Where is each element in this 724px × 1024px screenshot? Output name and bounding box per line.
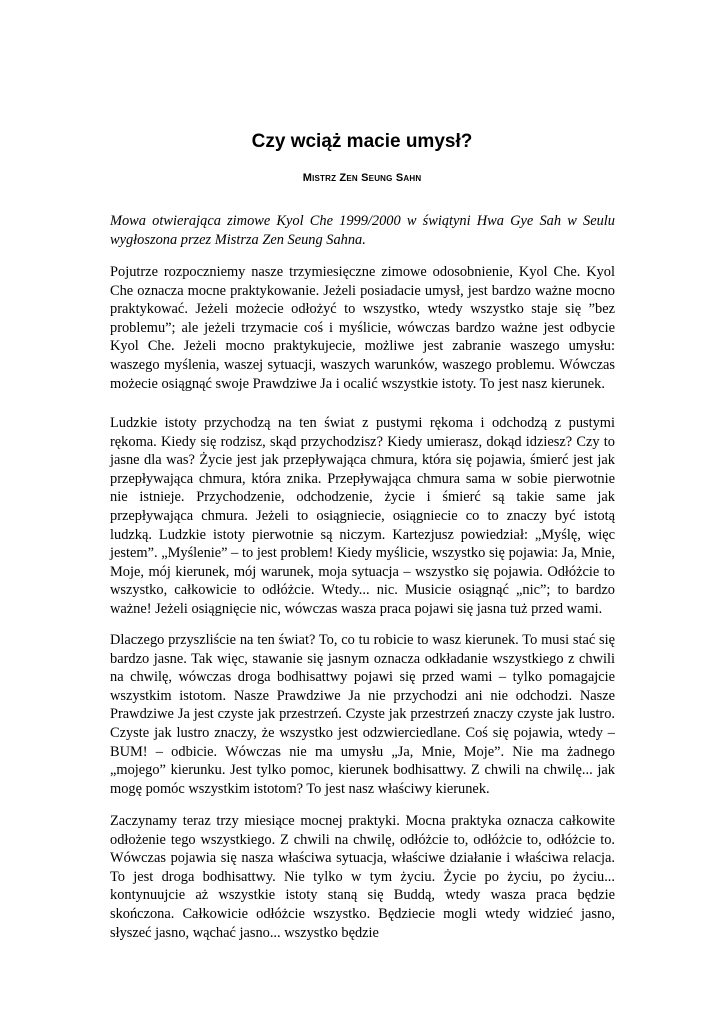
paragraph-2 — [110, 414, 615, 619]
paragraph-4 — [110, 812, 615, 942]
paragraph-text: Dlaczego przyszliście na ten świat? To, co tu robicie to wasz kierunek. To musi stać się bardzo jasne. Tak więc, stawanie się jasnym oznacza odkładanie wszystkiego z chwili na chwilę, wówczas droga bodhisattwy pojawi się przed wami – tylko pomagajcie wszystkim istotom. Nasze Prawdziwe Ja nie przychodzi ani nie odchodzi. Nasze Prawdziwe Ja jest czyste jak przestrzeń. Czyste jak przestrzeń znaczy czyste jak lustro. Czyste jak lustro znaczy, że wszystko jest odzwierciedlane. Coś się pojawia, wtedy – BUM! – odbicie. Wówczas nie ma umysłu „Ja, Mnie, Moje”. Nie ma żadnego „mojego” kierunku. Jest tylko pomoc, kierunek bodhisattwy. Z chwili na chwilę... jak mogę pomóc wszystkim istotom? To jest nasz właściwy kierunek. — [110, 632, 615, 797]
paragraph-3 — [110, 631, 615, 798]
document-title: Czy wciąż macie umysł? — [251, 131, 473, 152]
paragraph-text: Pojutrze rozpoczniemy nasze trzymiesięczne zimowe odosobnienie, Kyol Che. Kyol Che oznacza mocne praktykowanie. Jeżeli posiadacie umysł, jest bardzo ważne mocno praktykować. Jeżeli możecie odłożyć to wszystko, wtedy wszystko staje się ”bez problemu”; ale jeżeli trzymacie coś i myślicie, wówczas bardzo ważne jest odbycie Kyol Che. Jeżeli mocno praktykujecie, możliwe jest zabranie waszego umysłu: waszego myślenia, waszej sytuacji, waszych warunków, waszego problemu. Wówczas możecie osiągnąć swoje Prawdziwe Ja i ocalić wszystkie istoty. To jest nasz kierunek. — [110, 264, 615, 392]
paragraph-text: Ludzkie istoty przychodzą na ten świat z pustymi rękoma i odchodzą z pustymi rękoma. Kiedy się rodzisz, skąd przychodzisz? Kiedy umierasz, dokąd idziesz? Czy to jasne dla was? Życie jest jak przepływająca chmura, która się pojawia, śmierć jest jak przepływająca chmura, która znika. Przepływająca chmura sama w sobie pierwotnie nie istnieje. Przychodzenie, odchodzenie, życie i śmierć są takie same jak przepływająca chmura. Jeżeli to osiągniecie, osiągniecie co to znaczy być istotą ludzką. Ludzkie istoty pierwotnie są niczym. Kartezjusz powiedział: „Myślę, więc jestem”. „Myślenie” – to jest problem! Kiedy myślicie, wszystko się pojawia: Ja, Mnie, Moje, mój kierunek, mój warunek, moja sytuacja – wszystko się pojawia. Odłóżcie to wszystko, całkowicie to odłóżcie. Wtedy... nic. Musicie osiągnąć „nic”; to bardzo ważne! Jeżeli osiągnięcie nic, wówczas wasza praca pojawi się jasna tuż przed wami. — [110, 415, 615, 617]
author-line: Mistrz Zen Seung Sahn — [302, 172, 422, 184]
paragraph-text: Zaczynamy teraz trzy miesiące mocnej praktyki. Mocna praktyka oznacza całkowite odłożenie tego wszystkiego. Z chwili na chwilę, odłóżcie to, odłóżcie to, odłóżcie to. Wówczas pojawia się nasza właściwa sytuacja, właściwe działanie i właściwa relacja. To jest droga bodhisattwy. Nie tylko w tym życiu. Życie po życiu, po życiu... kontynuujcie aż wszystkie istoty staną się Buddą, wtedy wasza praca będzie skończona. Całkowicie odłóżcie wszystko. Będziecie mogli wtedy widzieć jasno, słyszeć jasno, wąchać jasno... wszystko będzie — [110, 813, 615, 941]
intro-paragraph — [110, 212, 615, 249]
intro-text: Mowa otwierająca zimowe Kyol Che 1999/2000 w świątyni Hwa Gye Sah w Seulu wygłoszona przez Mistrza Zen Seung Sahna. — [110, 213, 615, 248]
paragraph-1 — [110, 263, 615, 393]
